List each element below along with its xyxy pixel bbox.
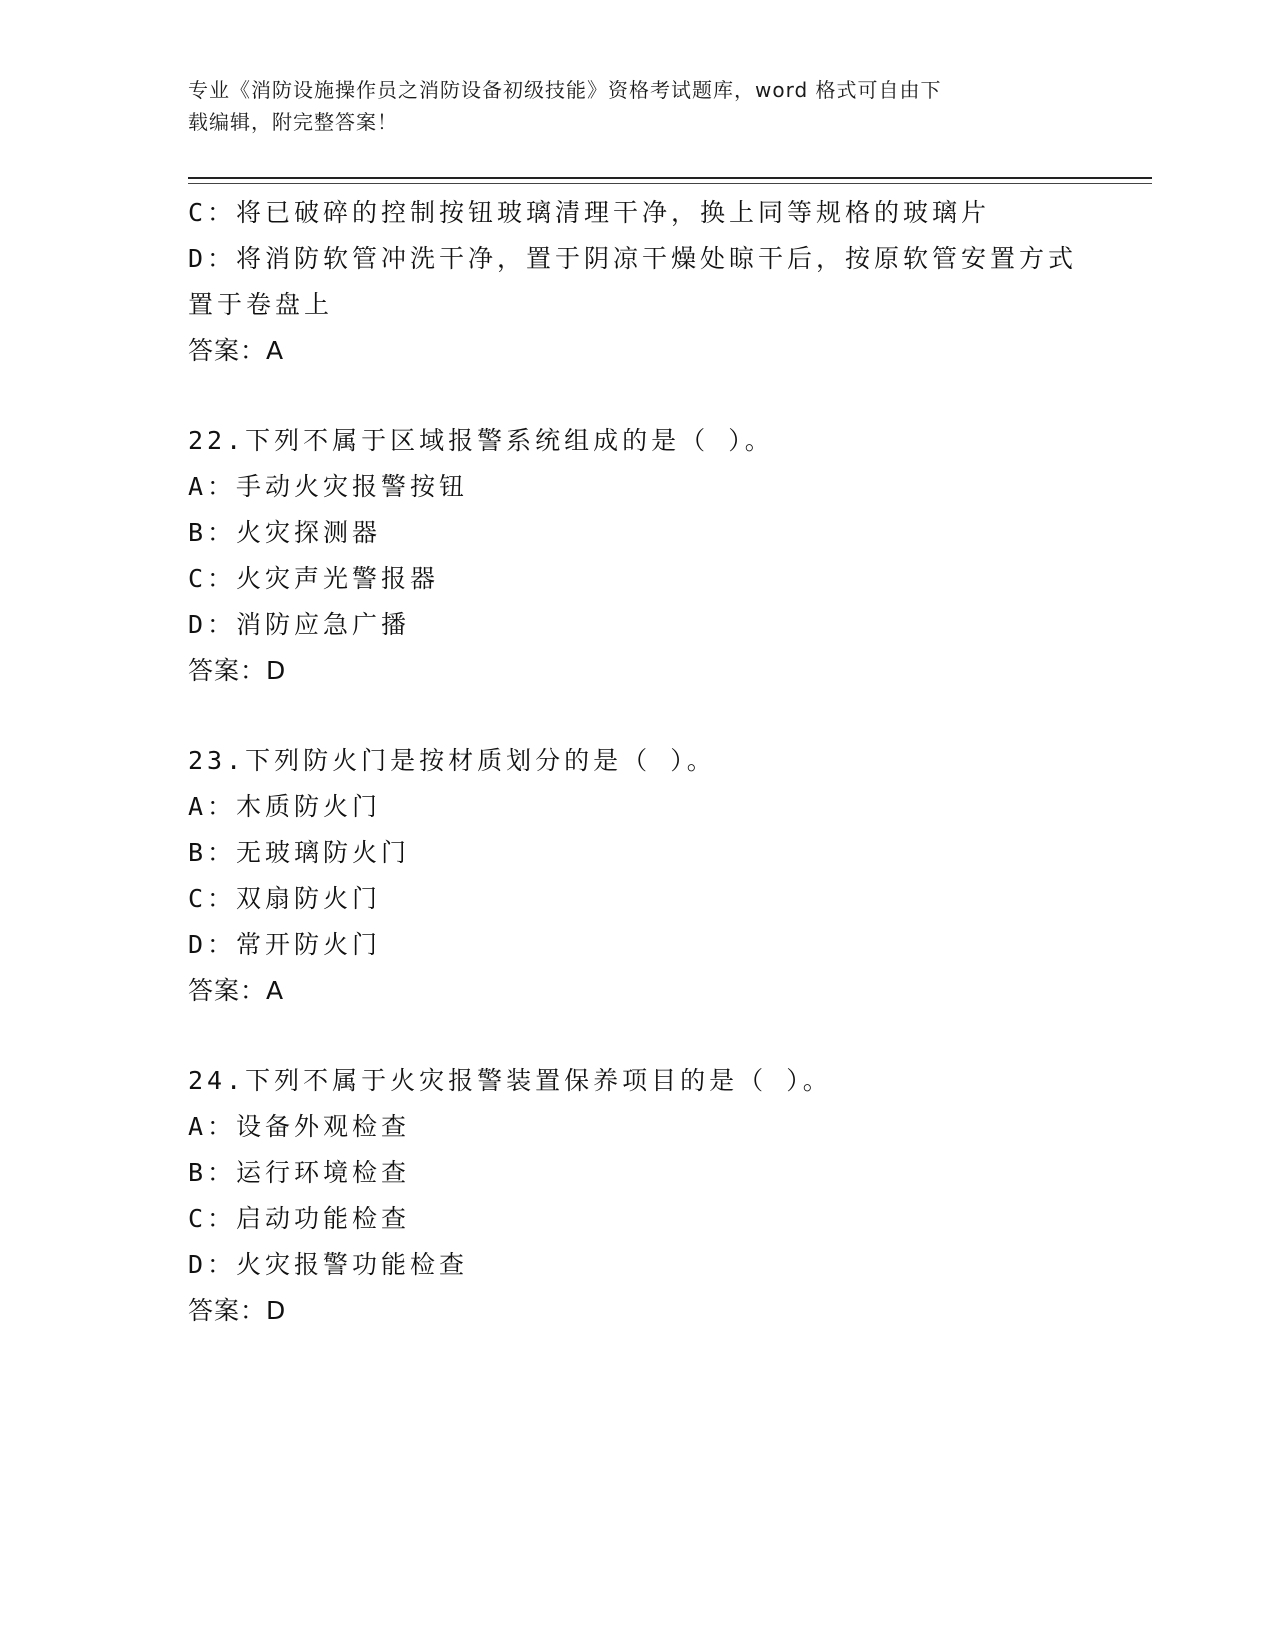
option-c: C：启动功能检查: [188, 1204, 411, 1233]
option-b: B：无玻璃防火门: [188, 838, 411, 867]
question-22: [188, 418, 1088, 694]
option-c: C：双扇防火门: [188, 884, 382, 913]
question-stem: 22.下列不属于区域报警系统组成的是（ ）。: [188, 426, 774, 455]
answer: 答案：D: [188, 1296, 287, 1325]
question-24: [188, 1058, 1088, 1334]
option-b: B：火灾探测器: [188, 518, 382, 547]
answer: 答案：D: [188, 656, 287, 685]
spacer: [188, 1014, 1088, 1058]
continued-question: [188, 190, 1088, 374]
header-line-2: 载编辑，附完整答案！: [188, 110, 398, 134]
answer: 答案：A: [188, 336, 285, 365]
option-b: B：运行环境检查: [188, 1158, 411, 1187]
option-d-continued: 置于卷盘上: [188, 290, 334, 319]
spacer: [188, 694, 1088, 738]
question-stem: 24.下列不属于火灾报警装置保养项目的是（ ）。: [188, 1066, 832, 1095]
spacer: [188, 374, 1088, 418]
header-line-1: 专业《消防设施操作员之消防设备初级技能》资格考试题库，word 格式可自由下: [188, 78, 942, 102]
header-divider-thin: [188, 183, 1152, 184]
question-23: [188, 738, 1088, 1014]
header-divider-thick: [188, 177, 1152, 179]
option-d: D：将消防软管冲洗干净，置于阴凉干燥处晾干后，按原软管安置方式: [188, 244, 1078, 273]
document-header: [188, 74, 1088, 138]
question-list: [188, 190, 1088, 1334]
question-stem: 23.下列防火门是按材质划分的是（ ）。: [188, 746, 716, 775]
option-a: A：手动火灾报警按钮: [188, 472, 469, 501]
option-a: A：木质防火门: [188, 792, 382, 821]
option-d: D：火灾报警功能检查: [188, 1250, 469, 1279]
option-d: D：消防应急广播: [188, 610, 411, 639]
answer: 答案：A: [188, 976, 285, 1005]
option-d: D：常开防火门: [188, 930, 382, 959]
option-c: C：将已破碎的控制按钮玻璃清理干净，换上同等规格的玻璃片: [188, 198, 991, 227]
option-c: C：火灾声光警报器: [188, 564, 440, 593]
option-a: A：设备外观检查: [188, 1112, 411, 1141]
